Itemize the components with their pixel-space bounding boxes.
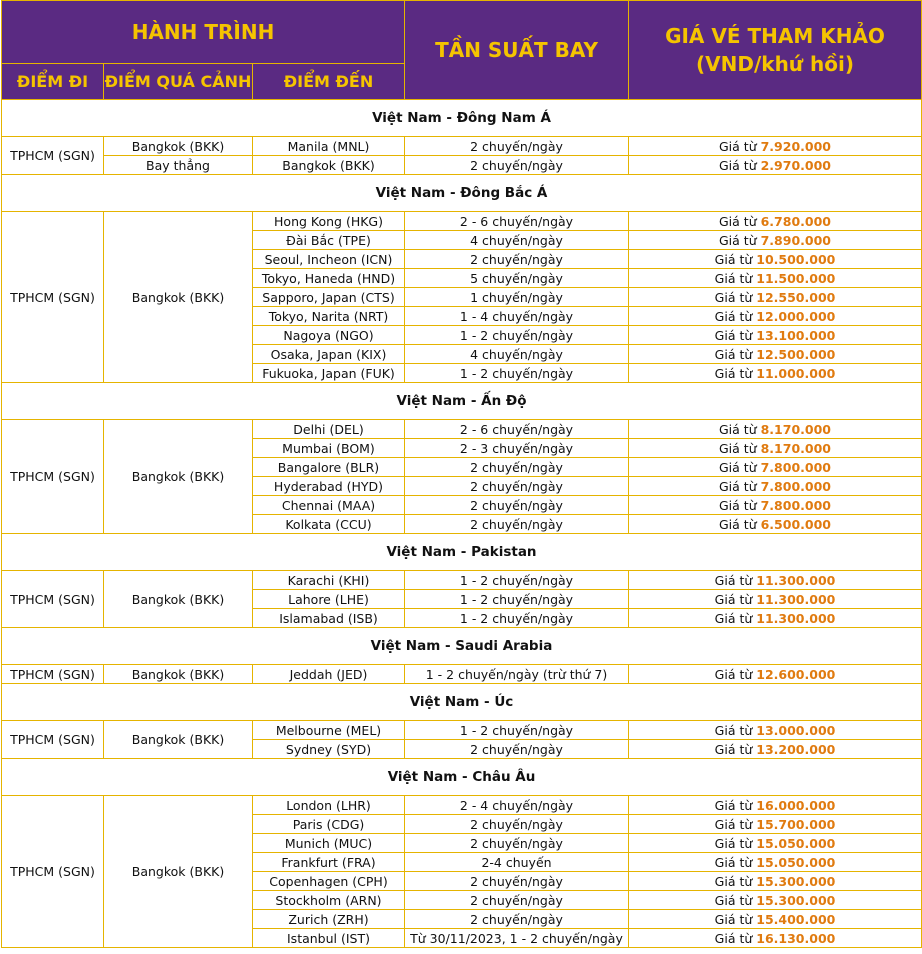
price-cell [629, 665, 922, 684]
price-cell [629, 212, 922, 231]
destination-cell: Hyderabad (HYD) [253, 477, 405, 496]
frequency-cell: 1 - 2 chuyến/ngày [405, 609, 629, 628]
price-cell [629, 364, 922, 383]
price-value: 6.500.000 [760, 516, 831, 532]
destination-cell: Paris (CDG) [253, 815, 405, 834]
price-value: 15.050.000 [756, 854, 836, 870]
region-header-row [2, 759, 922, 796]
frequency-cell: 2 - 6 chuyến/ngày [405, 420, 629, 439]
price-cell [629, 910, 922, 929]
price-cell [629, 740, 922, 759]
origin-cell: TPHCM (SGN) [2, 420, 104, 534]
frequency-cell: 2 chuyến/ngày [405, 496, 629, 515]
region-title: Việt Nam - Đông Bắc Á [2, 175, 922, 212]
price-value: 12.500.000 [756, 346, 836, 362]
price-cell [629, 853, 922, 872]
price-value: 12.600.000 [756, 666, 836, 682]
price-cell [629, 420, 922, 439]
price-value: 7.890.000 [760, 232, 831, 248]
destination-cell: Seoul, Incheon (ICN) [253, 250, 405, 269]
price-prefix: Giá từ [714, 270, 753, 286]
price-value: 11.300.000 [756, 610, 836, 626]
price-value: 12.550.000 [756, 289, 836, 305]
table-row [2, 212, 922, 231]
header-price [629, 1, 922, 100]
price-value: 7.920.000 [760, 138, 831, 154]
frequency-cell: 2 chuyến/ngày [405, 834, 629, 853]
destination-cell: Chennai (MAA) [253, 496, 405, 515]
frequency-cell: 2 chuyến/ngày [405, 156, 629, 175]
destination-cell: Karachi (KHI) [253, 571, 405, 590]
frequency-cell: 2 chuyến/ngày [405, 250, 629, 269]
destination-cell: Osaka, Japan (KIX) [253, 345, 405, 364]
flight-schedule-table [1, 0, 922, 948]
frequency-cell: 1 chuyến/ngày [405, 288, 629, 307]
price-cell [629, 156, 922, 175]
frequency-cell: 2 - 6 chuyến/ngày [405, 212, 629, 231]
frequency-cell: 1 - 2 chuyến/ngày [405, 571, 629, 590]
price-cell [629, 929, 922, 948]
price-prefix: Giá từ [719, 421, 757, 437]
price-value: 15.700.000 [756, 816, 836, 832]
transit-cell: Bangkok (BKK) [104, 137, 253, 156]
price-prefix: Giá từ [719, 440, 757, 456]
price-value: 15.300.000 [756, 873, 836, 889]
region-header-row [2, 175, 922, 212]
price-prefix: Giá từ [714, 666, 753, 682]
destination-cell: Kolkata (CCU) [253, 515, 405, 534]
header-transit: ĐIỂM QUÁ CẢNH [104, 64, 253, 100]
destination-cell: Đài Bắc (TPE) [253, 231, 405, 250]
destination-cell: Tokyo, Narita (NRT) [253, 307, 405, 326]
region-title: Việt Nam - Ấn Độ [2, 383, 922, 420]
price-cell [629, 590, 922, 609]
destination-cell: Bangkok (BKK) [253, 156, 405, 175]
price-prefix: Giá từ [719, 459, 757, 475]
price-cell [629, 439, 922, 458]
price-prefix: Giá từ [714, 289, 753, 305]
destination-cell: Nagoya (NGO) [253, 326, 405, 345]
destination-cell: Delhi (DEL) [253, 420, 405, 439]
price-prefix: Giá từ [714, 911, 753, 927]
destination-cell: Tokyo, Haneda (HND) [253, 269, 405, 288]
price-prefix: Giá từ [714, 930, 753, 946]
price-prefix: Giá từ [714, 722, 753, 738]
destination-cell: Jeddah (JED) [253, 665, 405, 684]
destination-cell: London (LHR) [253, 796, 405, 815]
region-header-row [2, 383, 922, 420]
transit-cell: Bangkok (BKK) [104, 571, 253, 628]
table-row [2, 721, 922, 740]
price-cell [629, 796, 922, 815]
region-title: Việt Nam - Pakistan [2, 534, 922, 571]
destination-cell: Fukuoka, Japan (FUK) [253, 364, 405, 383]
price-cell [629, 269, 922, 288]
price-prefix: Giá từ [714, 591, 753, 607]
price-value: 7.800.000 [760, 478, 831, 494]
frequency-cell: 2 chuyến/ngày [405, 458, 629, 477]
destination-cell: Lahore (LHE) [253, 590, 405, 609]
price-prefix: Giá từ [714, 610, 753, 626]
transit-cell: Bangkok (BKK) [104, 796, 253, 948]
destination-cell: Copenhagen (CPH) [253, 872, 405, 891]
frequency-cell: 2 chuyến/ngày [405, 515, 629, 534]
price-prefix: Giá từ [719, 157, 757, 173]
table-body [2, 100, 922, 948]
frequency-cell: 2 chuyến/ngày [405, 872, 629, 891]
table-row [2, 156, 922, 175]
price-prefix: Giá từ [719, 138, 757, 154]
price-value: 13.200.000 [756, 741, 836, 757]
region-title: Việt Nam - Saudi Arabia [2, 628, 922, 665]
frequency-cell: 1 - 2 chuyến/ngày [405, 590, 629, 609]
price-value: 11.500.000 [756, 270, 836, 286]
transit-cell: Bangkok (BKK) [104, 212, 253, 383]
table-row [2, 420, 922, 439]
price-prefix: Giá từ [719, 516, 757, 532]
destination-cell: Sydney (SYD) [253, 740, 405, 759]
frequency-cell: 5 chuyến/ngày [405, 269, 629, 288]
price-prefix: Giá từ [714, 346, 753, 362]
price-prefix: Giá từ [714, 251, 753, 267]
frequency-cell: 2 - 4 chuyến/ngày [405, 796, 629, 815]
price-prefix: Giá từ [714, 327, 753, 343]
frequency-cell: Từ 30/11/2023, 1 - 2 chuyến/ngày [405, 929, 629, 948]
price-prefix: Giá từ [714, 854, 753, 870]
transit-cell: Bangkok (BKK) [104, 665, 253, 684]
price-value: 11.300.000 [756, 572, 836, 588]
table-row [2, 137, 922, 156]
price-cell [629, 288, 922, 307]
header-destination: ĐIỂM ĐẾN [253, 64, 405, 100]
price-prefix: Giá từ [714, 873, 753, 889]
price-cell [629, 137, 922, 156]
price-cell [629, 231, 922, 250]
frequency-cell: 2 chuyến/ngày [405, 740, 629, 759]
region-title: Việt Nam - Châu Âu [2, 759, 922, 796]
price-cell [629, 345, 922, 364]
price-cell [629, 872, 922, 891]
price-prefix: Giá từ [714, 741, 753, 757]
table-row [2, 665, 922, 684]
price-cell [629, 815, 922, 834]
price-value: 12.000.000 [756, 308, 836, 324]
price-prefix: Giá từ [714, 835, 753, 851]
header-frequency: TẦN SUẤT BAY [405, 1, 629, 100]
destination-cell: Frankfurt (FRA) [253, 853, 405, 872]
price-prefix: Giá từ [719, 232, 757, 248]
price-value: 11.300.000 [756, 591, 836, 607]
table-row [2, 571, 922, 590]
destination-cell: Manila (MNL) [253, 137, 405, 156]
destination-cell: Stockholm (ARN) [253, 891, 405, 910]
frequency-cell: 2-4 chuyến [405, 853, 629, 872]
price-value: 11.000.000 [756, 365, 836, 381]
origin-cell: TPHCM (SGN) [2, 665, 104, 684]
price-value: 15.400.000 [756, 911, 836, 927]
price-value: 16.130.000 [756, 930, 836, 946]
header-price-line2: (VND/khứ hồi) [696, 52, 854, 76]
price-value: 8.170.000 [760, 440, 831, 456]
price-value: 2.970.000 [760, 157, 831, 173]
price-prefix: Giá từ [714, 892, 753, 908]
table-row [2, 796, 922, 815]
price-value: 15.050.000 [756, 835, 836, 851]
frequency-cell: 2 chuyến/ngày [405, 477, 629, 496]
price-cell [629, 307, 922, 326]
region-header-row [2, 534, 922, 571]
frequency-cell: 1 - 2 chuyến/ngày (trừ thứ 7) [405, 665, 629, 684]
price-value: 16.000.000 [756, 797, 836, 813]
price-cell [629, 891, 922, 910]
price-prefix: Giá từ [714, 308, 753, 324]
price-cell [629, 477, 922, 496]
region-title: Việt Nam - Đông Nam Á [2, 100, 922, 137]
frequency-cell: 1 - 2 chuyến/ngày [405, 364, 629, 383]
price-cell [629, 515, 922, 534]
price-prefix: Giá từ [719, 213, 757, 229]
price-value: 13.100.000 [756, 327, 836, 343]
region-title: Việt Nam - Úc [2, 684, 922, 721]
price-cell [629, 326, 922, 345]
destination-cell: Zurich (ZRH) [253, 910, 405, 929]
frequency-cell: 2 chuyến/ngày [405, 910, 629, 929]
region-header-row [2, 684, 922, 721]
origin-cell: TPHCM (SGN) [2, 571, 104, 628]
header-route: HÀNH TRÌNH [2, 1, 405, 64]
frequency-cell: 1 - 4 chuyến/ngày [405, 307, 629, 326]
price-cell [629, 250, 922, 269]
origin-cell: TPHCM (SGN) [2, 212, 104, 383]
price-cell [629, 458, 922, 477]
destination-cell: Melbourne (MEL) [253, 721, 405, 740]
destination-cell: Sapporo, Japan (CTS) [253, 288, 405, 307]
price-value: 15.300.000 [756, 892, 836, 908]
region-header-row [2, 628, 922, 665]
header-origin: ĐIỂM ĐI [2, 64, 104, 100]
price-cell [629, 834, 922, 853]
frequency-cell: 2 - 3 chuyến/ngày [405, 439, 629, 458]
destination-cell: Hong Kong (HKG) [253, 212, 405, 231]
price-cell [629, 721, 922, 740]
price-cell [629, 571, 922, 590]
price-cell [629, 496, 922, 515]
origin-cell: TPHCM (SGN) [2, 796, 104, 948]
price-prefix: Giá từ [719, 497, 757, 513]
destination-cell: Bangalore (BLR) [253, 458, 405, 477]
transit-cell: Bay thẳng [104, 156, 253, 175]
origin-cell: TPHCM (SGN) [2, 137, 104, 175]
frequency-cell: 1 - 2 chuyến/ngày [405, 326, 629, 345]
destination-cell: Istanbul (IST) [253, 929, 405, 948]
region-header-row [2, 100, 922, 137]
price-value: 8.170.000 [760, 421, 831, 437]
transit-cell: Bangkok (BKK) [104, 420, 253, 534]
frequency-cell: 2 chuyến/ngày [405, 815, 629, 834]
destination-cell: Munich (MUC) [253, 834, 405, 853]
price-prefix: Giá từ [714, 816, 753, 832]
price-cell [629, 609, 922, 628]
frequency-cell: 4 chuyến/ngày [405, 345, 629, 364]
frequency-cell: 2 chuyến/ngày [405, 891, 629, 910]
frequency-cell: 1 - 2 chuyến/ngày [405, 721, 629, 740]
destination-cell: Mumbai (BOM) [253, 439, 405, 458]
price-value: 7.800.000 [760, 497, 831, 513]
price-prefix: Giá từ [719, 478, 757, 494]
price-prefix: Giá từ [714, 365, 753, 381]
price-value: 13.000.000 [756, 722, 836, 738]
transit-cell: Bangkok (BKK) [104, 721, 253, 759]
frequency-cell: 2 chuyến/ngày [405, 137, 629, 156]
frequency-cell: 4 chuyến/ngày [405, 231, 629, 250]
header-price-line1: GIÁ VÉ THAM KHẢO [665, 24, 885, 48]
origin-cell: TPHCM (SGN) [2, 721, 104, 759]
price-value: 7.800.000 [760, 459, 831, 475]
price-prefix: Giá từ [714, 797, 753, 813]
price-value: 10.500.000 [756, 251, 836, 267]
price-prefix: Giá từ [714, 572, 753, 588]
destination-cell: Islamabad (ISB) [253, 609, 405, 628]
price-value: 6.780.000 [760, 213, 831, 229]
